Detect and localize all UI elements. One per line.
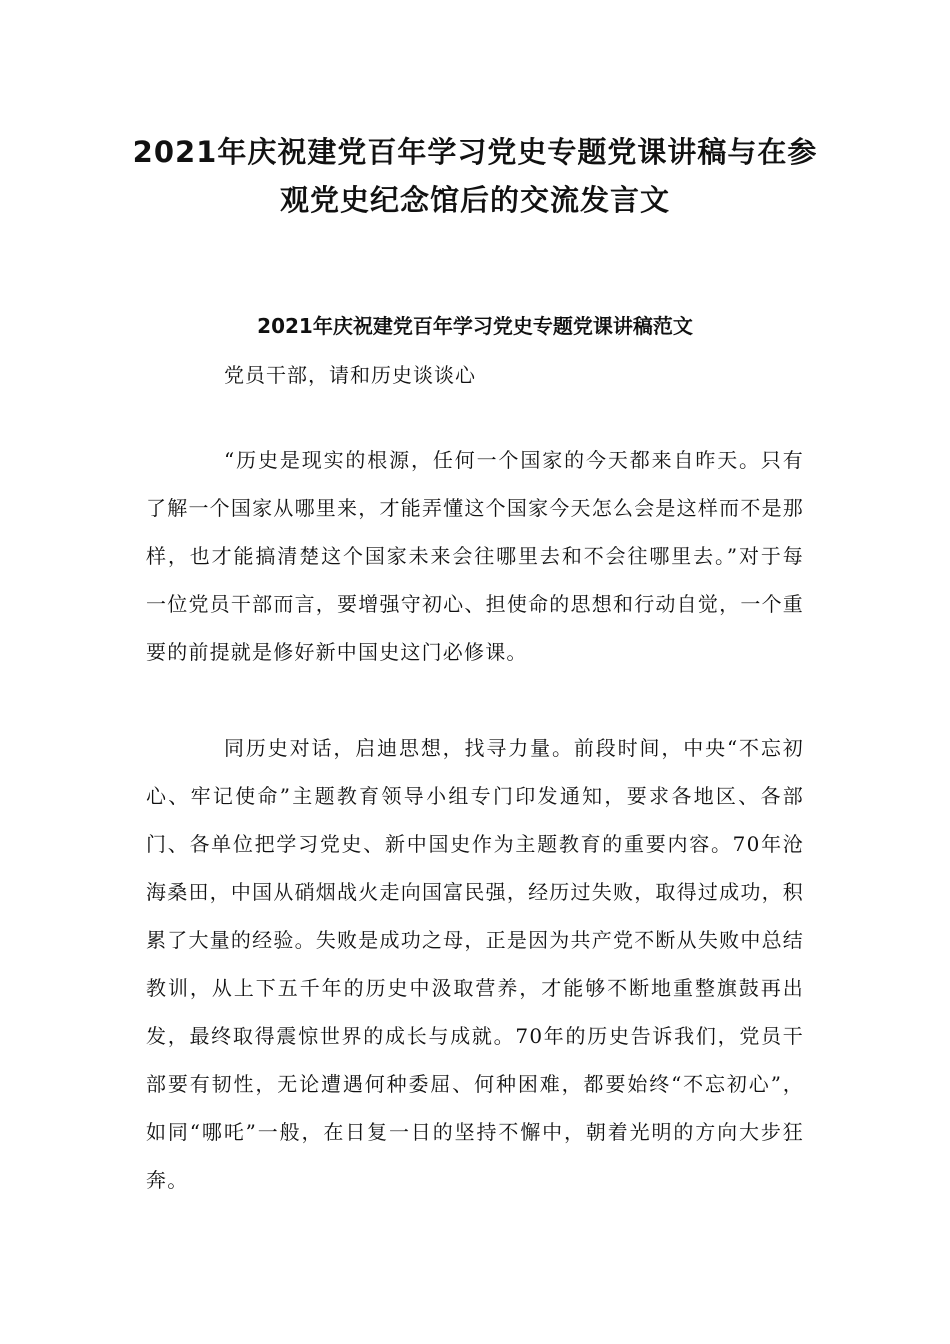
paragraph-1: “历史是现实的根源，任何一个国家的今天都来自昨天。只有了解一个国家从哪里来，才能弄懂这个国家今天怎么会是这样而不是那样，也才能搞清楚这个国家未来会往哪里去和不会往哪里去。”对于每一位党员干部而言，要增强守初心、担使命的思想和行动自觉，一个重要的前提就是修好新中国史这门必修课。 xyxy=(146,448,804,664)
document-title: 2021年庆祝建党百年学习党史专题党课讲稿与在参观党史纪念馆后的交流发言文 xyxy=(132,135,818,217)
lead-line: 党员干部，请和历史谈谈心 xyxy=(224,363,476,387)
document-subtitle: 2021年庆祝建党百年学习党史专题党课讲稿范文 xyxy=(257,314,693,338)
paragraph-2: 同历史对话，启迪思想，找寻力量。前段时间，中央“不忘初心、牢记使命”主题教育领导小组专门印发通知，要求各地区、各部门、各单位把学习党史、新中国史作为主题教育的重要内容。70年沧海桑田，中国从硝烟战火走向国富民强，经历过失败，取得过成功，积累了大量的经验。失败是成功之母，正是因为共产党不断从失败中总结教训，从上下五千年的历史中汲取营养，才能够不断地重整旗鼓再出发，最终取得震惊世界的成长与成就。70年的历史告诉我们，党员干部要有韧性，无论遭遇何种委屈、何种困难，都要始终“不忘初心”，如同“哪吒”一般，在日复一日的坚持不懈中，朝着光明的方向大步狂奔。 xyxy=(146,736,804,1192)
